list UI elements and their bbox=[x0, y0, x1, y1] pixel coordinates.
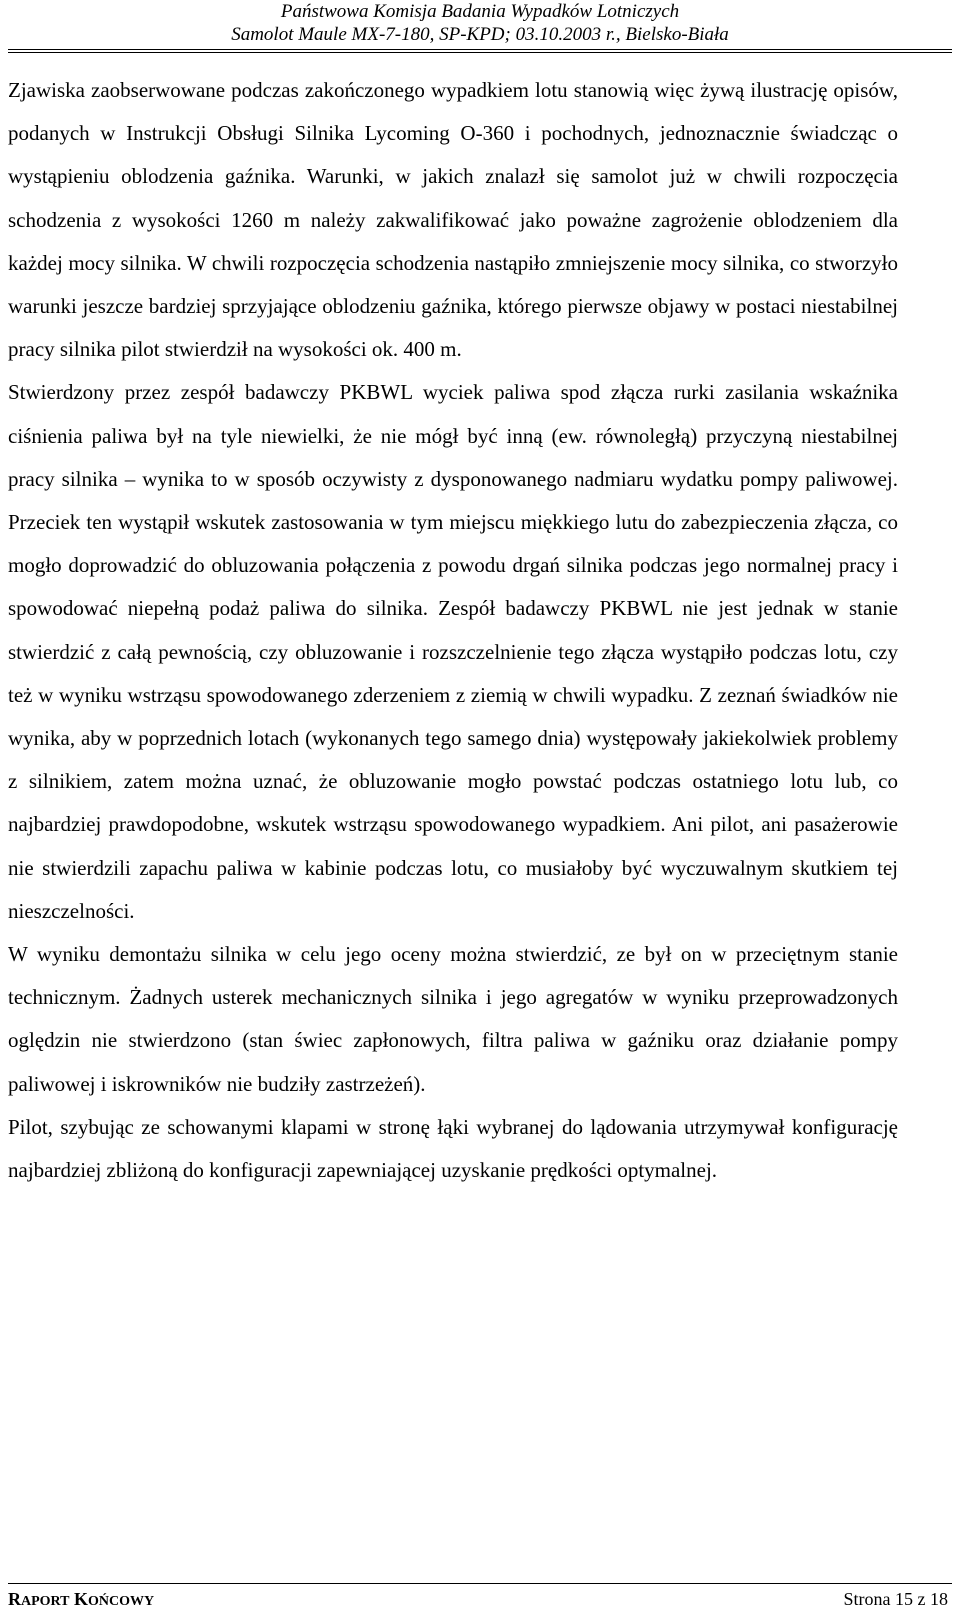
header-line-1: Państwowa Komisja Badania Wypadków Lotniczych bbox=[280, 1, 680, 22]
footer-title-initial-k: K bbox=[74, 1589, 89, 1609]
header-rule-secondary bbox=[8, 52, 952, 53]
paragraph-1: Zjawiska zaobserwowane podczas zakończonego wypadkiem lotu stanowią więc żywą ilustrację opisów, podanych w Instrukcji Obsługi Silnika Lycoming O-360 i pochodnych, jednoznacznie świadcząc o wystąpieniu oblodzenia gaźnika. Warunki, w jakich znalazł się samolot już w chwili rozpoczęcia schodzenia z wysokości 1260 m należy zakwalifikować jako poważne zagrożenie oblodzeniem dla każdej mocy silnika. W chwili rozpoczęcia schodzenia nastąpiło zmniejszenie mocy silnika, co stworzyło warunki jeszcze bardziej sprzyjające oblodzeniu gaźnika, którego pierwsze objawy w postaci niestabilnej pracy silnika pilot stwierdził na wysokości ok. 400 m. bbox=[8, 78, 898, 362]
header-rule bbox=[8, 49, 952, 50]
document-body bbox=[8, 69, 898, 1192]
footer-title-initial-r: R bbox=[8, 1589, 21, 1609]
paragraph-4: Pilot, szybując ze schowanymi klapami w stronę łąki wybranej do lądowania utrzymywał konfigurację najbardziej zbliżoną do konfiguracji zapewniającej uzyskanie prędkości optymalnej. bbox=[8, 1114, 898, 1183]
page-number: Strona 15 z 18 bbox=[843, 1589, 948, 1609]
footer-report-title bbox=[8, 1588, 154, 1613]
footer-rule bbox=[8, 1583, 952, 1584]
paragraph-3: W wyniku demontażu silnika w celu jego oceny można stwierdzić, ze był on w przeciętnym stanie technicznym. Żadnych usterek mechanicznych silnika i jego agregatów w wyniku przeprowadzonych oględzin nie stwierdzono (stan świec zapłonowych, filtra paliwa w gaźniku oraz działanie pompy paliwowej i iskrowników nie budziły zastrzeżeń). bbox=[8, 942, 898, 1096]
footer-title-aport: APORT bbox=[21, 1594, 70, 1609]
page-header bbox=[0, 0, 960, 46]
footer-title-oncowy: OŃCOWY bbox=[88, 1594, 155, 1609]
header-line-2: Samolot Maule MX-7-180, SP-KPD; 03.10.2003 r., Bielsko-Biała bbox=[231, 24, 729, 45]
paragraph-2: Stwierdzony przez zespół badawczy PKBWL wyciek paliwa spod złącza rurki zasilania wskaźnika ciśnienia paliwa był na tyle niewielki, że nie mógł być inną (ew. równoległą) przyczyną niestabilnej pracy silnika – wynika to w sposób oczywisty z dysponowanego nadmiaru wydatku pompy paliwowej. Przeciek ten wystąpił wskutek zastosowania w tym miejscu miękkiego lutu do zabezpieczenia złącza, co mogło doprowadzić do obluzowania połączenia z powodu drgań silnika podczas jego normalnej pracy i spowodować niepełną podaż paliwa do silnika. Zespół badawczy PKBWL nie jest jednak w stanie stwierdzić z całą pewnością, czy obluzowanie i rozszczelnienie tego złącza wystąpiło podczas lotu, czy też w wyniku wstrząsu spowodowanego zderzeniem z ziemią w chwili wypadku. Z zeznań świadków nie wynika, aby w poprzednich lotach (wykonanych tego samego dnia) występowały jakiekolwiek problemy z silnikiem, zatem można uznać, że obluzowanie mogło powstać podczas ostatniego lotu lub, co najbardziej prawdopodobne, wskutek wstrząsu spowodowanego wypadkiem. Ani pilot, ani pasażerowie nie stwierdzili zapachu paliwa w kabinie podczas lotu, co musiałoby być wyczuwalnym skutkiem tej nieszczelności. bbox=[8, 380, 898, 923]
